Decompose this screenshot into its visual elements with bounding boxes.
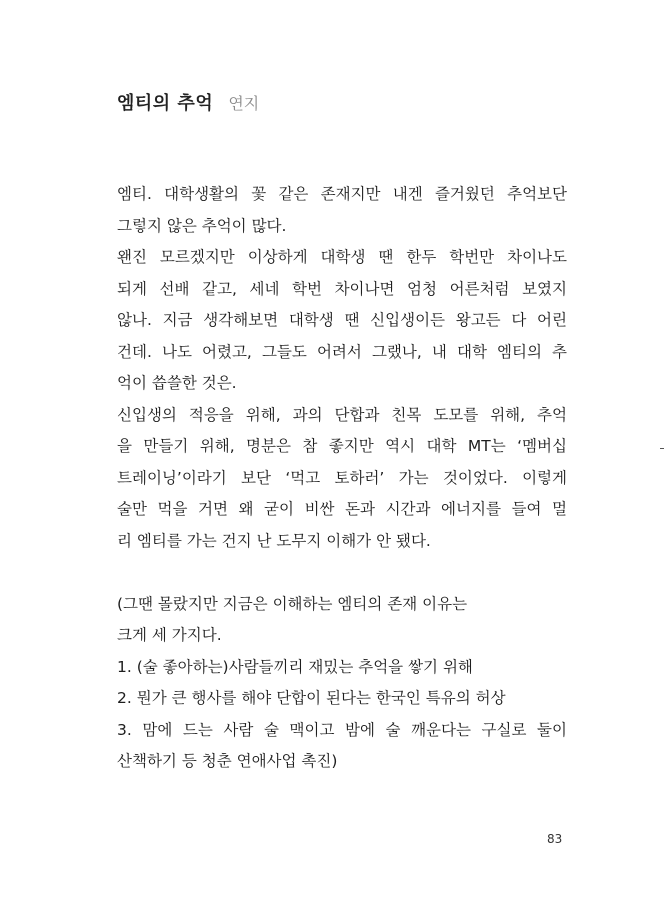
text-line: 트레이닝’이라기 보단 ‘먹고 토하러’ 가는 것이었다. 이렇게 xyxy=(117,468,567,487)
text-line: 크게 세 가지다. xyxy=(117,626,222,644)
text-line: 리 엠티를 가는 건지 난 도무지 이해가 안 됐다. xyxy=(117,531,431,550)
list-item: 2. 뭔가 큰 행사를 해야 단합이 된다는 한국인 특유의 허상 xyxy=(117,689,506,707)
chapter-title: 엠티의 추억 xyxy=(117,93,214,114)
text-line: 을 만들기 위해, 명분은 참 좋지만 역시 대학 MT는 ‘멤버십 xyxy=(117,437,567,455)
text-line: 신입생의 적응을 위해, 과의 단합과 친목 도모를 위해, 추억 xyxy=(117,405,567,424)
text-line: 술만 먹을 거면 왜 굳이 비싼 돈과 시간과 에너지를 들여 멀 xyxy=(117,500,567,518)
body-text xyxy=(117,179,567,778)
margin-mark xyxy=(660,448,664,449)
text-line: 그렇지 않은 추억이 많다. xyxy=(117,216,287,235)
chapter-heading xyxy=(117,89,259,115)
text-line: 엠티. 대학생활의 꽃 같은 존재지만 내겐 즐거웠던 추억보단 xyxy=(117,185,567,203)
text-line: 않나. 지금 생각해보면 대학생 땐 신입생이든 왕고든 다 어린 xyxy=(117,311,567,329)
chapter-author: 연지 xyxy=(228,94,260,113)
text-line: 되게 선배 같고, 세네 학번 차이나면 엄청 어른처럼 보였지 xyxy=(117,279,567,298)
text-line: 건데. 나도 어렸고, 그들도 어려서 그랬나, 내 대학 엠티의 추 xyxy=(117,342,567,361)
list-item: 1. (술 좋아하는)사람들끼리 재밌는 추억을 쌓기 위해 xyxy=(117,657,473,676)
text-line: 억이 씁쓸한 것은. xyxy=(117,374,237,392)
text-line: (그땐 몰랐지만 지금은 이해하는 엠티의 존재 이유는 xyxy=(117,594,468,613)
text-line: 산책하기 등 청춘 연애사업 촉진) xyxy=(117,752,338,770)
page-number: 83 xyxy=(547,832,563,846)
paragraph-gap xyxy=(117,557,567,589)
list-item: 3. 맘에 드는 사람 술 맥이고 밤에 술 깨운다는 구실로 둘이 xyxy=(117,720,567,739)
text-line: 왠진 모르겠지만 이상하게 대학생 땐 한두 학번만 차이나도 xyxy=(117,248,567,266)
